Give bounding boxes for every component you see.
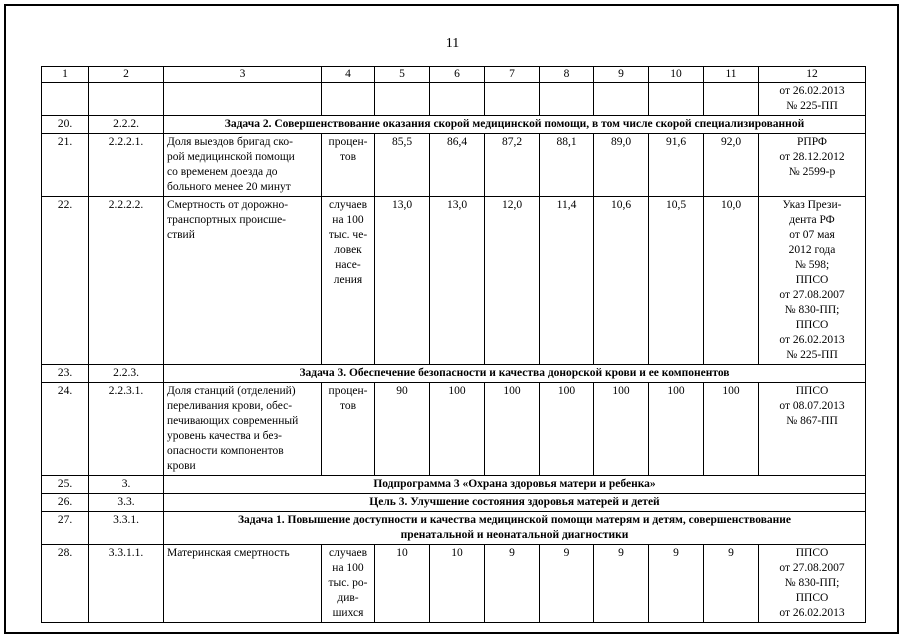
table-row bbox=[42, 134, 866, 197]
empty-cell bbox=[42, 83, 89, 116]
column-header: 10 bbox=[649, 67, 704, 83]
unit-cell: случаев на 100 тыс. че- ловек насе- ления bbox=[322, 197, 375, 365]
value-cell: 100 bbox=[704, 383, 759, 476]
row-code: 2.2.2.1. bbox=[89, 134, 164, 197]
section-title: Подпрограмма 3 «Охрана здоровья матери и ребенка» bbox=[164, 476, 866, 494]
table-row bbox=[42, 83, 866, 116]
value-cell: 13,0 bbox=[430, 197, 485, 365]
row-code: 2.2.3. bbox=[89, 365, 164, 383]
empty-cell bbox=[375, 83, 430, 116]
indicator-name: Смертность от дорожно- транспортных происше- ствий bbox=[164, 197, 322, 365]
value-cell: 92,0 bbox=[704, 134, 759, 197]
document-ref-cell: от 26.02.2013 № 225-ПП bbox=[759, 83, 866, 116]
row-code: 3.3. bbox=[89, 494, 164, 512]
indicator-name: Материнская смертность bbox=[164, 545, 322, 623]
value-cell: 100 bbox=[540, 383, 594, 476]
unit-cell: процен- тов bbox=[322, 134, 375, 197]
value-cell: 10,0 bbox=[704, 197, 759, 365]
value-cell: 100 bbox=[649, 383, 704, 476]
column-header: 11 bbox=[704, 67, 759, 83]
empty-cell bbox=[89, 83, 164, 116]
unit-cell: процен- тов bbox=[322, 383, 375, 476]
column-header: 3 bbox=[164, 67, 322, 83]
row-number: 20. bbox=[42, 116, 89, 134]
table-row bbox=[42, 476, 866, 494]
table-row bbox=[42, 365, 866, 383]
section-title: Задача 3. Обеспечение безопасности и качества донорской крови и ее компонентов bbox=[164, 365, 866, 383]
table-row bbox=[42, 383, 866, 476]
row-code: 3. bbox=[89, 476, 164, 494]
column-header: 12 bbox=[759, 67, 866, 83]
unit-cell: случаев на 100 тыс. ро- див- шихся bbox=[322, 545, 375, 623]
value-cell: 85,5 bbox=[375, 134, 430, 197]
row-number: 23. bbox=[42, 365, 89, 383]
row-number: 27. bbox=[42, 512, 89, 545]
row-code: 3.3.1. bbox=[89, 512, 164, 545]
column-header: 7 bbox=[485, 67, 540, 83]
row-number: 24. bbox=[42, 383, 89, 476]
page-number: 11 bbox=[445, 36, 460, 51]
empty-cell bbox=[540, 83, 594, 116]
value-cell: 100 bbox=[430, 383, 485, 476]
header-row bbox=[42, 67, 866, 83]
table-row bbox=[42, 197, 866, 365]
value-cell: 89,0 bbox=[594, 134, 649, 197]
empty-cell bbox=[649, 83, 704, 116]
document-ref-cell: ППСО от 08.07.2013 № 867-ПП bbox=[759, 383, 866, 476]
value-cell: 9 bbox=[704, 545, 759, 623]
column-header: 8 bbox=[540, 67, 594, 83]
empty-cell bbox=[704, 83, 759, 116]
table-row bbox=[42, 512, 866, 545]
value-cell: 12,0 bbox=[485, 197, 540, 365]
indicators-table bbox=[41, 66, 866, 623]
row-code: 3.3.1.1. bbox=[89, 545, 164, 623]
section-title: Задача 2. Совершенствование оказания скорой медицинской помощи, в том числе скорой специализированной bbox=[164, 116, 866, 134]
column-header: 1 bbox=[42, 67, 89, 83]
row-code: 2.2.2.2. bbox=[89, 197, 164, 365]
row-number: 21. bbox=[42, 134, 89, 197]
indicator-name: Доля станций (отделений) переливания крови, обес- печивающих современный уровень качества и без- опасности компонентов крови bbox=[164, 383, 322, 476]
column-header: 9 bbox=[594, 67, 649, 83]
value-cell: 13,0 bbox=[375, 197, 430, 365]
value-cell: 10 bbox=[430, 545, 485, 623]
value-cell: 10 bbox=[375, 545, 430, 623]
empty-cell bbox=[322, 83, 375, 116]
value-cell: 10,5 bbox=[649, 197, 704, 365]
section-title: Задача 1. Повышение доступности и качества медицинской помощи матерям и детям, совершенствование пренатальной и неонатальной диагностики bbox=[164, 512, 866, 545]
document-ref-cell: РПРФ от 28.12.2012 № 2599-р bbox=[759, 134, 866, 197]
value-cell: 100 bbox=[594, 383, 649, 476]
value-cell: 88,1 bbox=[540, 134, 594, 197]
empty-cell bbox=[164, 83, 322, 116]
table-row bbox=[42, 545, 866, 623]
row-code: 2.2.3.1. bbox=[89, 383, 164, 476]
row-code: 2.2.2. bbox=[89, 116, 164, 134]
table-row bbox=[42, 494, 866, 512]
value-cell: 91,6 bbox=[649, 134, 704, 197]
row-number: 22. bbox=[42, 197, 89, 365]
empty-cell bbox=[485, 83, 540, 116]
empty-cell bbox=[430, 83, 485, 116]
column-header: 2 bbox=[89, 67, 164, 83]
row-number: 25. bbox=[42, 476, 89, 494]
table-row bbox=[42, 116, 866, 134]
indicator-name: Доля выездов бригад ско- рой медицинской помощи со временем доезда до больного менее 20 минут bbox=[164, 134, 322, 197]
column-header: 5 bbox=[375, 67, 430, 83]
section-title: Цель 3. Улучшение состояния здоровья матерей и детей bbox=[164, 494, 866, 512]
value-cell: 86,4 bbox=[430, 134, 485, 197]
value-cell: 9 bbox=[649, 545, 704, 623]
value-cell: 11,4 bbox=[540, 197, 594, 365]
row-number: 28. bbox=[42, 545, 89, 623]
document-ref-cell: Указ Прези- дента РФ от 07 мая 2012 года № 598; ППСО от 27.08.2007 № 830-ПП; ППСО от 26.02.2013 № 225-ПП bbox=[759, 197, 866, 365]
column-header: 4 bbox=[322, 67, 375, 83]
value-cell: 100 bbox=[485, 383, 540, 476]
row-number: 26. bbox=[42, 494, 89, 512]
column-header: 6 bbox=[430, 67, 485, 83]
value-cell: 9 bbox=[540, 545, 594, 623]
value-cell: 10,6 bbox=[594, 197, 649, 365]
value-cell: 87,2 bbox=[485, 134, 540, 197]
value-cell: 9 bbox=[594, 545, 649, 623]
document-ref-cell: ППСО от 27.08.2007 № 830-ПП; ППСО от 26.02.2013 bbox=[759, 545, 866, 623]
empty-cell bbox=[594, 83, 649, 116]
value-cell: 9 bbox=[485, 545, 540, 623]
value-cell: 90 bbox=[375, 383, 430, 476]
